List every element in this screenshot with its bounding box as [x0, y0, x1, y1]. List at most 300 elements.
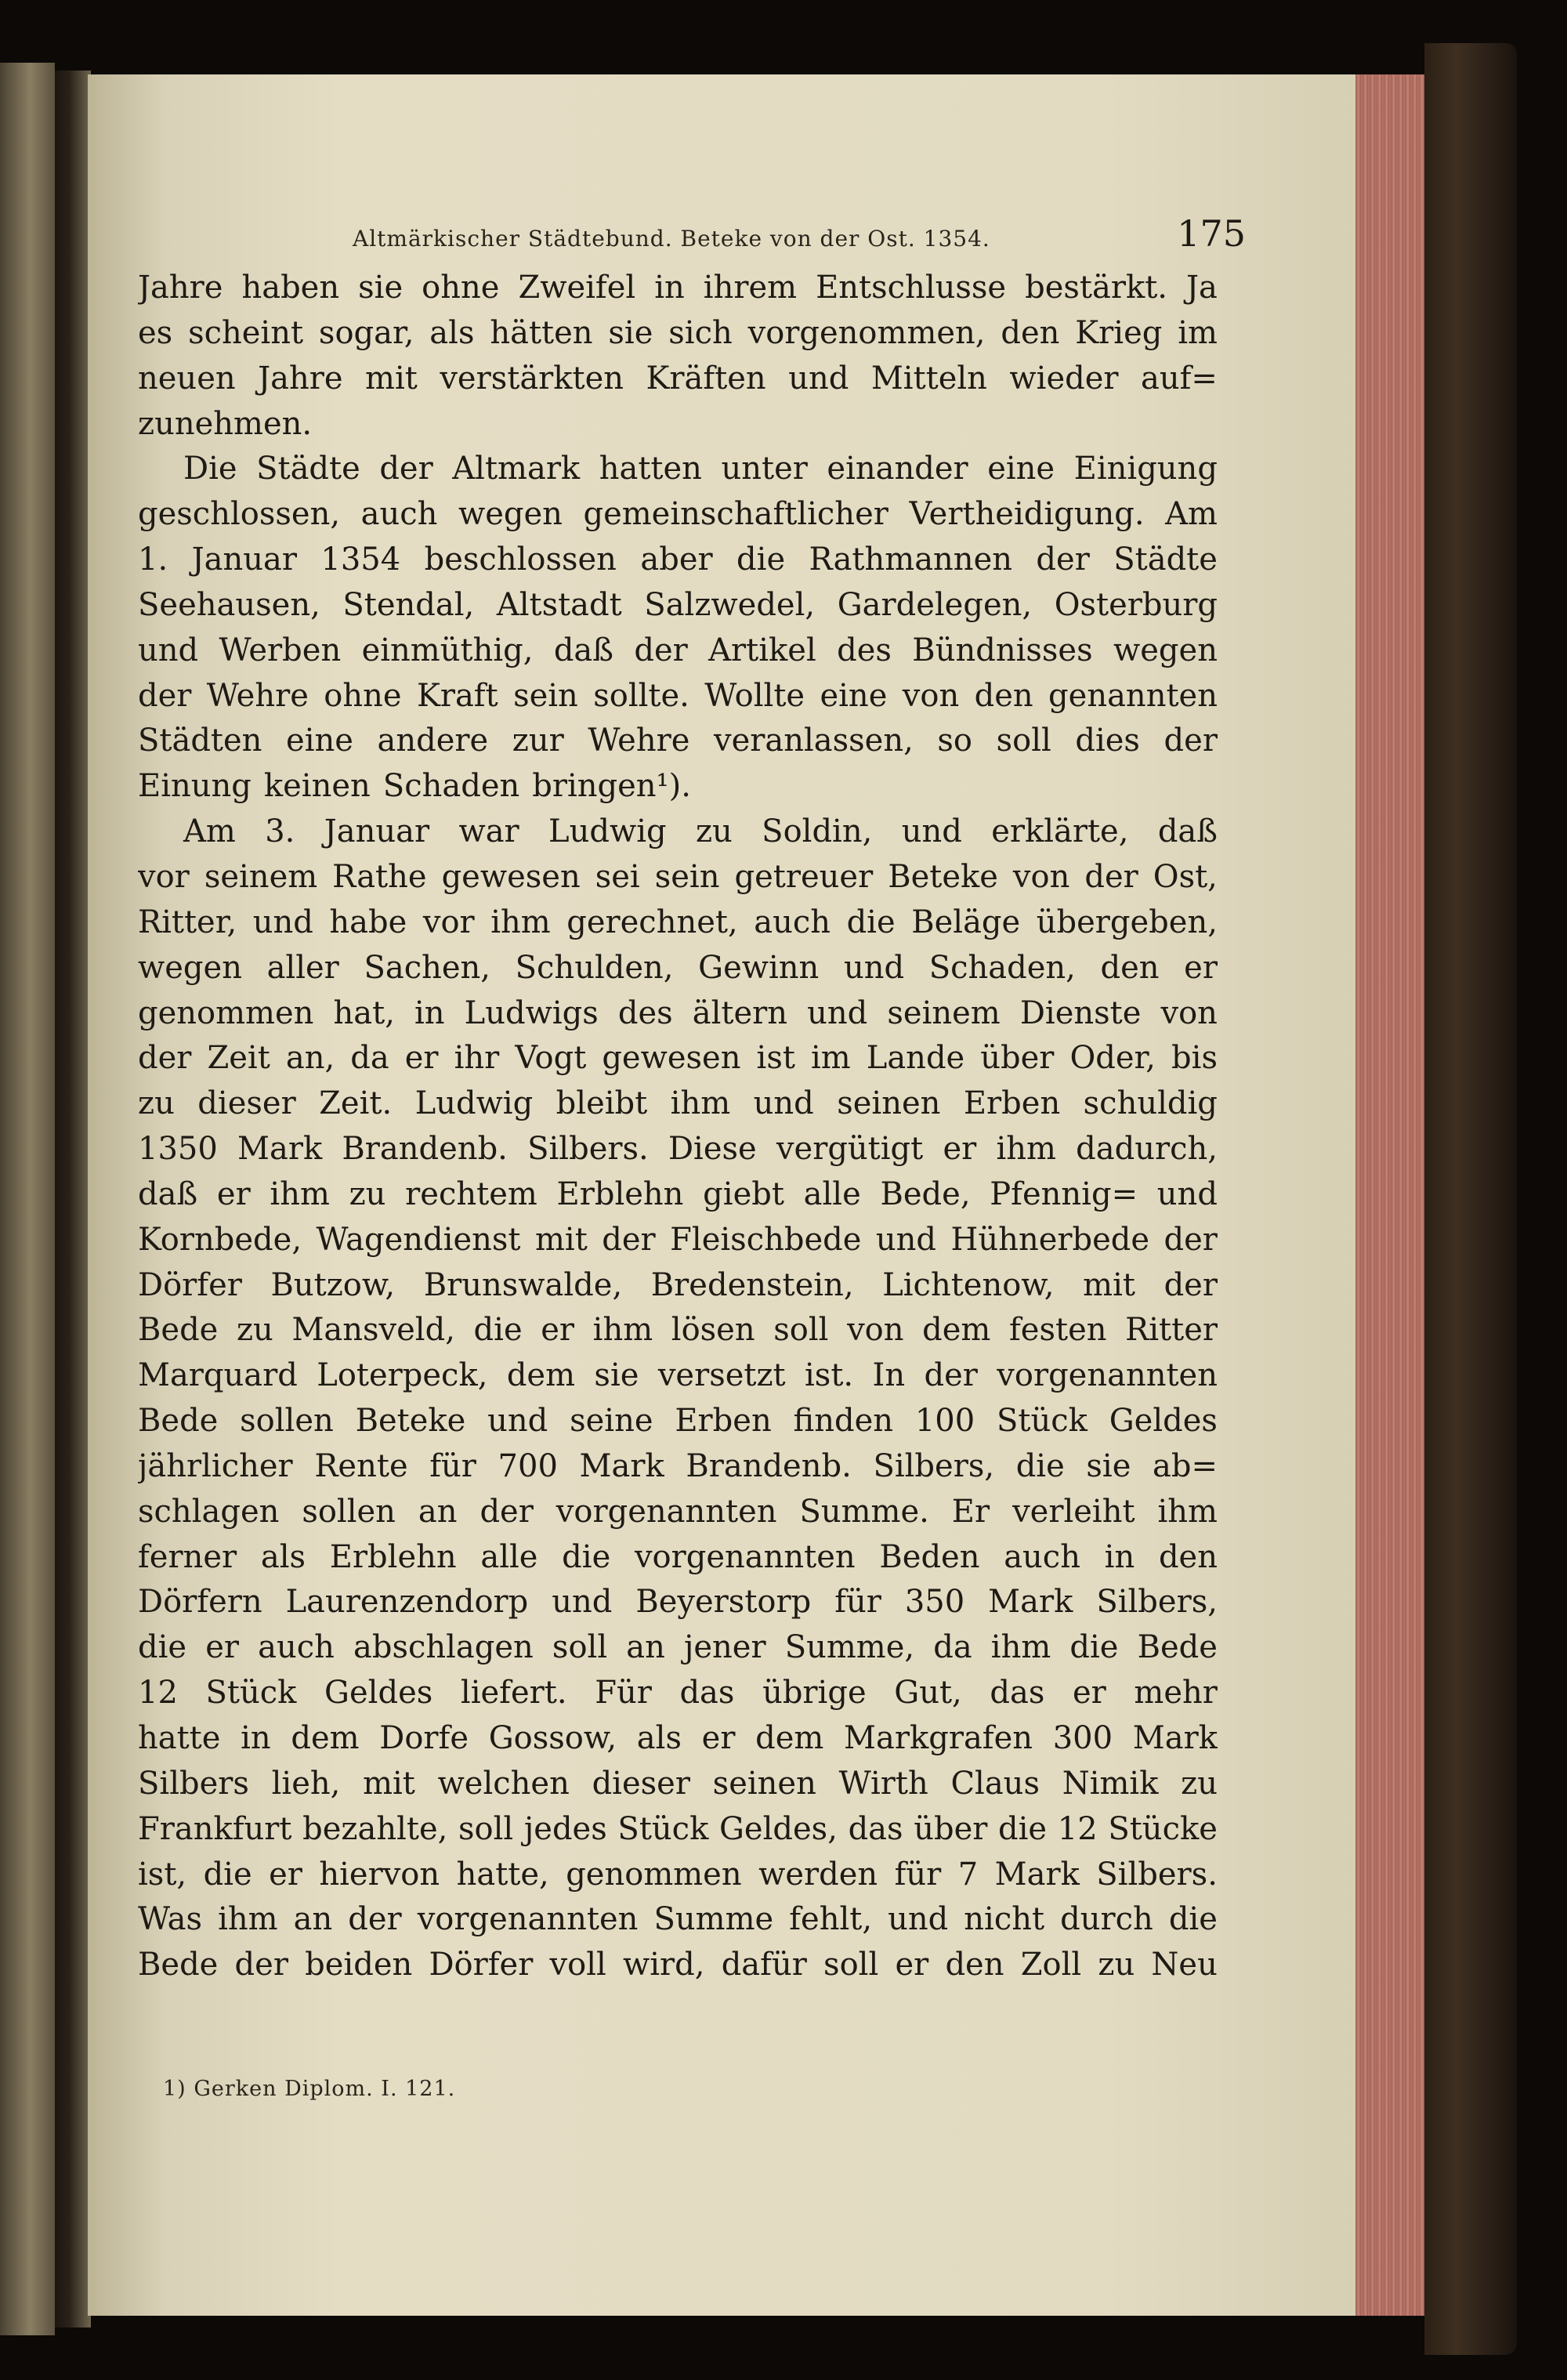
word: sie — [594, 1357, 639, 1394]
word: vorgenannten — [997, 1357, 1218, 1394]
word: vor — [422, 904, 475, 940]
word: Stendal, — [342, 586, 475, 623]
word: Artikel — [708, 632, 816, 668]
word: es — [138, 314, 173, 351]
word: Kräften — [646, 360, 766, 397]
word: Lichtenow, — [882, 1266, 1055, 1303]
word: Beden — [879, 1538, 980, 1575]
word: Entschlusse — [816, 270, 1007, 306]
word: Altmark — [452, 451, 581, 487]
word: für — [834, 1584, 881, 1621]
word: Dörfern — [138, 1584, 262, 1621]
word: den — [1158, 1538, 1218, 1575]
word: des — [617, 994, 673, 1031]
word: soll — [773, 1312, 829, 1349]
word: des — [837, 632, 892, 668]
word: vorgenannten — [634, 1538, 856, 1575]
word: habe — [329, 904, 407, 940]
text-line — [138, 1036, 1218, 1081]
word: Vertheidigung. — [909, 496, 1145, 533]
word: aber — [640, 542, 713, 578]
word: Bündnisses — [912, 632, 1093, 668]
word: auch — [754, 904, 831, 940]
word: Oder, — [1069, 1040, 1156, 1077]
word: als — [260, 1538, 306, 1575]
word: war — [458, 813, 519, 850]
word: Nimik — [1062, 1765, 1159, 1802]
word: als — [636, 1720, 682, 1756]
word: dem — [922, 1312, 991, 1349]
word: Diese — [668, 1131, 757, 1168]
word: ab= — [1153, 1447, 1218, 1484]
word: Am — [1165, 496, 1218, 533]
word: er — [541, 1312, 575, 1349]
word: sollen — [240, 1403, 334, 1440]
word: daß — [138, 1176, 198, 1212]
word: jährlicher — [138, 1447, 293, 1484]
word: Bede — [138, 1947, 219, 1983]
word: Wollte — [704, 677, 805, 714]
word: der — [138, 1040, 192, 1077]
word: Schaden, — [928, 949, 1076, 986]
word: alle — [803, 1176, 861, 1212]
word: genommen — [138, 994, 314, 1031]
text-line — [138, 1535, 1218, 1581]
word: auf= — [1141, 360, 1218, 397]
word: an — [293, 1901, 333, 1938]
word: da — [933, 1629, 972, 1666]
word: ist, — [138, 1856, 187, 1893]
word: lieh, — [271, 1765, 341, 1802]
word: geschlossen, — [138, 496, 341, 533]
word: bleibt — [556, 1085, 648, 1122]
word: soll — [552, 1629, 608, 1666]
word: ohne — [422, 270, 500, 306]
word: Mitteln — [870, 360, 987, 397]
word: auch — [360, 496, 438, 533]
word: als — [429, 314, 475, 351]
word: in — [1104, 1538, 1135, 1575]
word: die — [138, 1629, 187, 1666]
word: in — [654, 270, 685, 306]
text-line — [138, 1353, 1218, 1399]
word: der — [1163, 723, 1218, 759]
word: die — [846, 904, 896, 940]
word: sie — [1086, 1447, 1131, 1484]
word: für — [429, 1447, 476, 1484]
word: Bede — [138, 1403, 219, 1440]
word: Beteke — [888, 858, 998, 895]
text-line — [138, 1671, 1218, 1716]
word: beiden — [305, 1947, 413, 1983]
word: das — [990, 1675, 1045, 1712]
word: über — [914, 1810, 988, 1847]
word: hatte — [138, 1720, 221, 1756]
word: lösen — [671, 1312, 755, 1349]
text-line — [138, 1716, 1218, 1762]
word: abschlagen — [353, 1629, 534, 1666]
word: Osterburg — [1054, 586, 1218, 623]
word: und — [875, 1221, 937, 1258]
word: seine — [570, 1403, 653, 1440]
word: bis — [1171, 1040, 1218, 1077]
word: Summe — [653, 1901, 774, 1938]
word: Erben — [675, 1403, 772, 1440]
word: Soldin, — [762, 813, 873, 850]
text-line — [138, 810, 1218, 855]
word: Dienste — [1019, 994, 1142, 1031]
word: Bede — [138, 1312, 219, 1349]
book-gutter — [55, 71, 91, 2327]
word: 700 — [498, 1447, 558, 1484]
word: wegen — [138, 949, 242, 986]
word: Beläge — [911, 904, 1021, 940]
text-line — [138, 1762, 1218, 1807]
word: 1350 — [138, 1131, 218, 1168]
word: und — [788, 360, 849, 397]
word: die — [203, 1856, 252, 1893]
word: seinem — [887, 994, 1001, 1031]
word: der — [379, 451, 433, 487]
text-line — [138, 1308, 1218, 1353]
word: fehlt, — [789, 1901, 873, 1938]
word: dem — [755, 1720, 824, 1756]
word: den — [1100, 949, 1160, 986]
word: Brandenb. — [342, 1131, 508, 1168]
word: der — [924, 1357, 978, 1394]
word: dem — [291, 1720, 360, 1756]
text-line — [138, 1807, 1218, 1853]
word: Sachen, — [364, 949, 490, 986]
word: werden — [758, 1856, 878, 1893]
word: im — [1178, 314, 1218, 351]
word: mit — [363, 1765, 415, 1802]
word: zu — [236, 1312, 273, 1349]
word: unter — [721, 451, 808, 487]
word: jener — [683, 1629, 766, 1666]
word: vorgenannten — [556, 1493, 777, 1530]
word: gewesen — [441, 858, 581, 895]
word: so — [937, 723, 972, 759]
word: sein — [654, 858, 720, 895]
word: die — [473, 1312, 523, 1349]
word: eine — [820, 677, 888, 714]
word: wegen — [1113, 632, 1218, 668]
word: Salzwedel, — [644, 586, 816, 623]
word: ihm — [218, 1901, 278, 1938]
word: schuldig — [1083, 1085, 1218, 1122]
word: Ludwigs — [464, 994, 599, 1031]
word: Brandenb. — [686, 1447, 852, 1484]
word: eine — [987, 451, 1055, 487]
word: dadurch, — [1076, 1131, 1218, 1168]
word: bestärkt. — [1025, 270, 1167, 306]
word: 1. — [138, 542, 168, 578]
word: Rente — [314, 1447, 408, 1484]
word: Mansveld, — [291, 1312, 455, 1349]
word: veranlassen, — [713, 723, 914, 759]
word: Markgrafen — [844, 1720, 1033, 1756]
word: Januar — [324, 813, 430, 850]
word: zu — [138, 1085, 175, 1122]
word: Rathmannen — [809, 542, 1012, 578]
word: aller — [266, 949, 339, 986]
word: 3. — [265, 813, 295, 850]
word: der — [602, 1221, 656, 1258]
word: die — [998, 1810, 1048, 1847]
word: Neu — [1151, 1947, 1218, 1983]
word: daß — [553, 632, 613, 668]
word: hätten — [490, 314, 593, 351]
word: und — [807, 994, 868, 1031]
word: Frankfurt — [138, 1810, 292, 1847]
word: Wirth — [838, 1765, 928, 1802]
word: die — [1015, 1447, 1065, 1484]
text-line — [138, 1218, 1218, 1263]
word: Ja — [1186, 270, 1218, 306]
word: vorgenannten — [417, 1901, 639, 1938]
word: Werben — [219, 632, 342, 668]
word: Bede, — [880, 1176, 971, 1212]
word: voll — [549, 1947, 606, 1983]
word: Silbers. — [1096, 1856, 1218, 1893]
word: sein — [513, 677, 578, 714]
word: zur — [512, 723, 564, 759]
word: Gossow, — [488, 1720, 617, 1756]
word: der — [1163, 1266, 1218, 1303]
word: keinen — [263, 768, 371, 805]
text-line — [138, 674, 1218, 719]
word: 350 — [904, 1584, 965, 1621]
word: Einigung — [1073, 451, 1218, 487]
text-line — [138, 1444, 1218, 1490]
word: zunehmen. — [138, 405, 313, 442]
word: Erben — [963, 1085, 1061, 1122]
word: ihm — [1157, 1493, 1218, 1530]
word: sie — [608, 314, 653, 351]
word: Beteke — [355, 1403, 466, 1440]
word: seinen — [712, 1765, 816, 1802]
word: in — [241, 1720, 271, 1756]
word: und — [843, 949, 905, 986]
word: von — [902, 677, 960, 714]
word: 100 — [914, 1403, 975, 1440]
word: Städte — [256, 451, 360, 487]
word: Rathe — [332, 858, 427, 895]
word: sollen — [302, 1493, 396, 1530]
word: Die — [183, 451, 237, 487]
word: er — [216, 1176, 251, 1212]
word: auch — [258, 1629, 335, 1666]
word: von — [1012, 858, 1070, 895]
word: vor — [138, 858, 190, 895]
word: andere — [377, 723, 489, 759]
text-line — [138, 1625, 1218, 1671]
word: einmüthig, — [361, 632, 534, 668]
running-head — [353, 212, 1246, 267]
word: Städten — [138, 723, 262, 759]
word: übergeben, — [1036, 904, 1218, 940]
word: Einung — [138, 768, 252, 805]
book-cover-edge — [1424, 43, 1517, 2355]
word: hatten — [599, 451, 702, 487]
word: Ritter — [1125, 1312, 1218, 1349]
text-line — [138, 266, 1218, 311]
word: er — [269, 1856, 302, 1893]
word: ohne — [324, 677, 402, 714]
page-block-edge — [1354, 74, 1424, 2316]
word: auch — [1004, 1538, 1080, 1575]
word: und — [252, 904, 313, 940]
text-line — [138, 1897, 1218, 1943]
word: und — [487, 1403, 548, 1440]
word: gewesen — [602, 1040, 741, 1077]
word: hat, — [333, 994, 395, 1031]
left-page-edge — [0, 63, 55, 2335]
word: getreuer — [734, 858, 874, 895]
word: sie — [358, 270, 404, 306]
word: 300 — [1052, 1720, 1113, 1756]
word: ihm — [670, 1085, 731, 1122]
word: er — [1184, 949, 1218, 986]
word: 7 — [957, 1856, 979, 1893]
word: der — [634, 632, 688, 668]
word: schlagen — [138, 1493, 280, 1530]
text-line — [138, 447, 1218, 492]
word: Krieg — [1075, 314, 1163, 351]
word: Silbers — [138, 1765, 249, 1802]
word: Schaden — [382, 768, 520, 805]
word: er — [943, 1131, 977, 1168]
word: dafür — [721, 1947, 807, 1983]
word: gemeinschaftlicher — [583, 496, 888, 533]
word: vergütigt — [776, 1131, 924, 1168]
word: Bede — [1137, 1629, 1218, 1666]
text-line — [138, 538, 1218, 583]
word: im — [810, 1040, 851, 1077]
word: Mark — [988, 1584, 1073, 1621]
word: Stück — [205, 1675, 297, 1712]
text-line — [138, 719, 1218, 764]
word: Altstadt — [496, 586, 622, 623]
word: genannten — [1048, 677, 1218, 714]
word: Jahre — [258, 360, 343, 397]
word: ältern — [692, 994, 788, 1031]
word: neuen — [138, 360, 236, 397]
word: gerechnet, — [566, 904, 738, 940]
word: den — [974, 677, 1033, 714]
word: Erblehn — [329, 1538, 457, 1575]
word: giebt — [703, 1176, 784, 1212]
word: Kornbede, — [138, 1221, 302, 1258]
word: dieser — [197, 1085, 296, 1122]
word: soll — [458, 1810, 514, 1847]
word: Bredenstein, — [650, 1266, 854, 1303]
footnote — [163, 2077, 868, 2101]
word: er — [1073, 1675, 1106, 1712]
word: Mark — [994, 1856, 1080, 1893]
word: sei — [595, 858, 640, 895]
word: über — [980, 1040, 1055, 1077]
text-line — [138, 764, 1218, 810]
word: Geldes, — [718, 1810, 838, 1847]
text-line — [138, 1490, 1218, 1535]
word: hiervon — [319, 1856, 440, 1893]
word: mit — [534, 1221, 588, 1258]
word: dies — [1075, 723, 1140, 759]
text-line — [138, 1399, 1218, 1444]
word: das — [848, 1810, 903, 1847]
word: Geldes — [324, 1675, 433, 1712]
word: liefert. — [460, 1675, 567, 1712]
word: Pfennig= — [990, 1176, 1138, 1212]
word: von — [847, 1312, 904, 1349]
text-line — [138, 357, 1218, 402]
word: Mark — [579, 1447, 664, 1484]
word: ihr — [454, 1040, 500, 1077]
word: ihm — [490, 904, 551, 940]
word: ihm — [592, 1312, 653, 1349]
word: der — [138, 677, 192, 714]
word: Städte — [1113, 542, 1218, 578]
word: Claus — [950, 1765, 1040, 1802]
word: Wehre — [588, 723, 690, 759]
text-line — [138, 1081, 1218, 1127]
word: mit — [1083, 1266, 1135, 1303]
word: er — [404, 1040, 439, 1077]
word: Beyerstorp — [635, 1584, 812, 1621]
word: Zeit. — [319, 1085, 393, 1122]
word: hatte, — [456, 1856, 549, 1893]
word: für — [894, 1856, 942, 1893]
word: den — [945, 1947, 1004, 1983]
word: ihm — [996, 1131, 1056, 1168]
word: festen — [1009, 1312, 1107, 1349]
word: beschlossen — [424, 542, 617, 578]
word: Für — [595, 1675, 652, 1712]
word: und — [1156, 1176, 1218, 1212]
word: er — [701, 1720, 736, 1756]
word: Lande — [866, 1040, 965, 1077]
word: vorgenommen, — [747, 314, 986, 351]
word: der — [1084, 858, 1138, 895]
word: In — [872, 1357, 906, 1394]
word: Zoll — [1020, 1947, 1082, 1983]
word: den — [1001, 314, 1060, 351]
word: alle — [480, 1538, 538, 1575]
word: Dörfer — [429, 1947, 534, 1983]
word: an, — [285, 1040, 335, 1077]
word: eine — [286, 723, 353, 759]
word: nicht — [964, 1901, 1045, 1938]
word: Januar — [191, 542, 297, 578]
word: ihm — [270, 1176, 330, 1212]
text-line — [138, 1580, 1218, 1625]
word: mehr — [1134, 1675, 1218, 1712]
text-line — [138, 1172, 1218, 1218]
word: zu — [1098, 1947, 1135, 1983]
word: ist. — [805, 1357, 854, 1394]
word: Loterpeck, — [317, 1357, 488, 1394]
word: von — [1160, 994, 1218, 1031]
word: Summe, — [784, 1629, 915, 1666]
word: Laurenzendorp — [285, 1584, 529, 1621]
word: wird, — [623, 1947, 705, 1983]
word: an — [626, 1629, 665, 1666]
word: und — [753, 1085, 814, 1122]
word: die — [1069, 1629, 1119, 1666]
word: die — [562, 1538, 611, 1575]
